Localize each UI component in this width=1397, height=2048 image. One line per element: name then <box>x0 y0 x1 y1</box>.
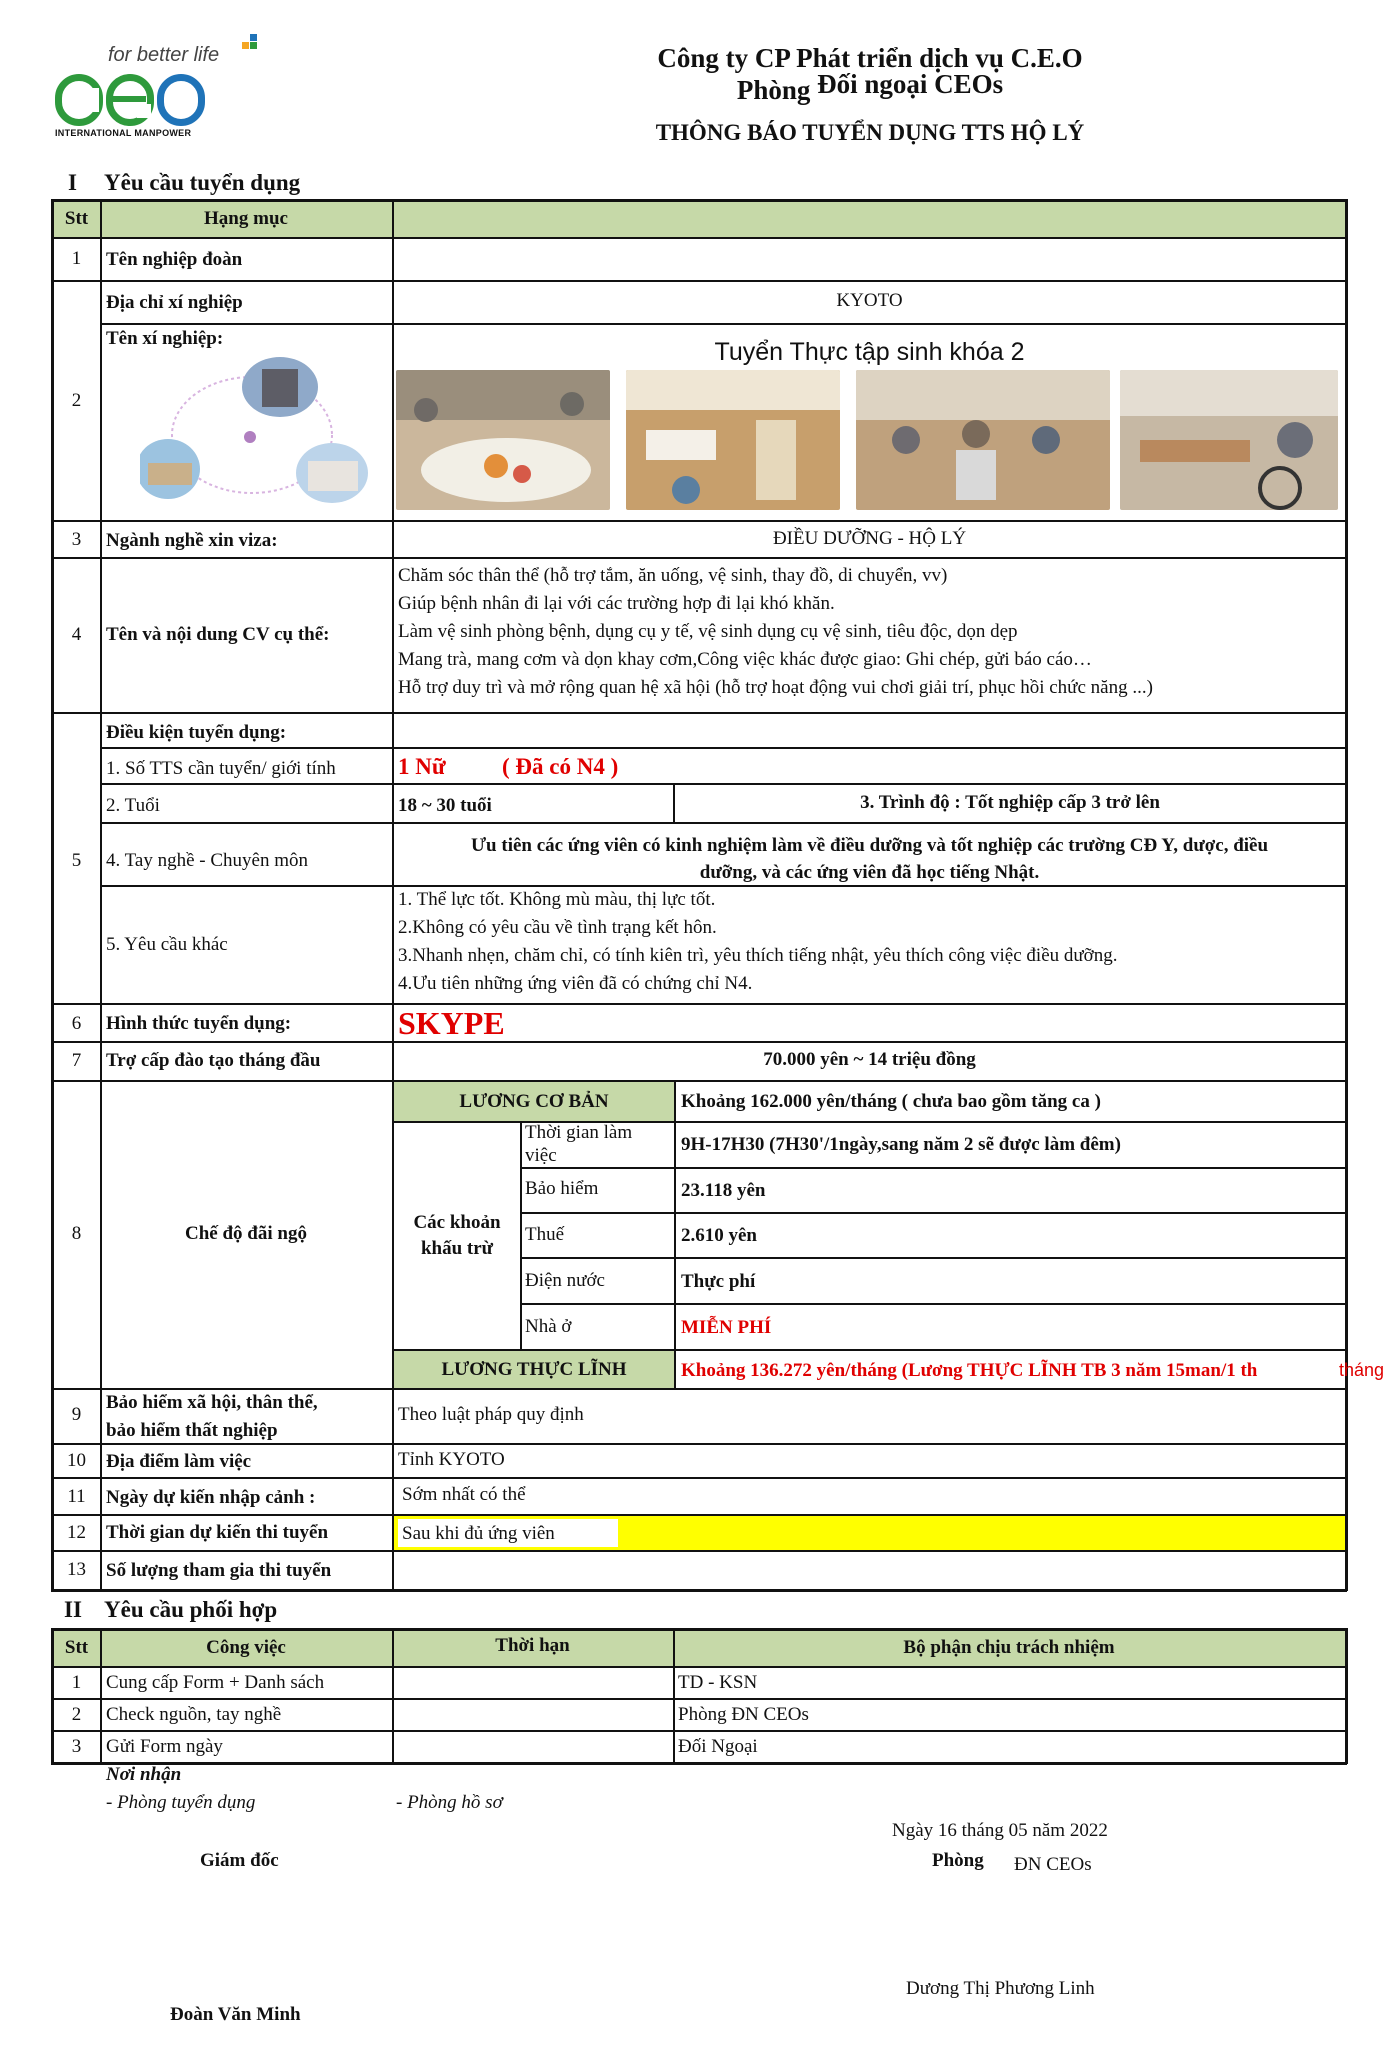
director-name: Đoàn Văn Minh <box>170 2004 301 2025</box>
row-6-stt: 6 <box>71 1013 82 1034</box>
table-2-head-deadline: Thời hạn <box>495 1635 570 1656</box>
row-2-stt: 2 <box>71 390 82 411</box>
row-6-label: Hình thức tuyển dụng: <box>106 1013 292 1034</box>
row-9-value: Theo luật pháp quy định <box>398 1404 584 1425</box>
table-1-head-item: Hạng mục <box>204 208 288 229</box>
base-salary-value: Khoảng 162.000 yên/tháng ( chưa bao gồm tăng ca ) <box>681 1091 1101 1112</box>
condition-1-value-b: ( Đã có N4 ) <box>502 754 619 779</box>
condition-1-label: 1. Số TTS cần tuyển/ giới tính <box>106 758 336 779</box>
table-row-dept: Phòng ĐN CEOs <box>678 1704 809 1725</box>
dept-title-a: Phòng <box>932 1850 984 1871</box>
table-row-work: Check nguồn, tay nghề <box>106 1704 282 1725</box>
table-row-stt: 3 <box>71 1736 82 1757</box>
table-2-head-work: Công việc <box>206 1637 286 1658</box>
row-6-value: SKYPE <box>398 1005 505 1041</box>
base-salary-label: LƯƠNG CƠ BẢN <box>459 1091 609 1112</box>
photo-wheelchair-activity <box>1120 370 1338 510</box>
company-line-1: Công ty CP Phát triển dịch vụ C.E.O <box>657 43 1083 73</box>
row-3-label: Ngành nghề xin viza: <box>106 530 278 551</box>
table-1-head-stt: Stt <box>64 208 89 229</box>
row-13-stt: 13 <box>67 1559 86 1580</box>
sign-date: Ngày 16 tháng 05 năm 2022 <box>892 1820 1108 1841</box>
table-2-head-stt: Stt <box>64 1637 89 1658</box>
requirement-line: 1. Thể lực tốt. Không mù màu, thị lực tốt. <box>398 889 716 910</box>
row-12-stt: 12 <box>67 1522 86 1543</box>
row-10-stt: 10 <box>67 1450 86 1471</box>
row-9-label-2: bảo hiểm thất nghiệp <box>106 1420 278 1441</box>
table-row-dept: Đối Ngoại <box>678 1736 758 1757</box>
tax-value: 2.610 yên <box>681 1225 757 1246</box>
company-name <box>560 42 1180 106</box>
task-line: Giúp bệnh nhân đi lại với các trường hợp đi lại khó khăn. <box>398 593 835 614</box>
row-7-label: Trợ cấp đào tạo tháng đầu <box>106 1050 321 1071</box>
condition-4-line-1: Ưu tiên các ứng viên có kinh nghiệm làm về điều dưỡng và tốt nghiệp các trường CĐ Y, dược, điều <box>470 835 1269 856</box>
row-7-stt: 7 <box>71 1050 82 1071</box>
row-7-value: 70.000 yên ~ 14 triệu đồng <box>763 1049 976 1070</box>
condition-5-list <box>398 886 1117 998</box>
row-11-value: Sớm nhất có thể <box>402 1484 526 1505</box>
row-5-title: Điều kiện tuyển dụng: <box>106 722 287 743</box>
photo-meal-room <box>626 370 840 510</box>
deductions-label-1: Các khoản <box>413 1212 501 1233</box>
row-2-address-value: KYOTO <box>836 290 903 311</box>
row-8-stt: 8 <box>71 1223 82 1244</box>
row-13-label: Số lượng tham gia thi tuyển <box>106 1560 332 1581</box>
housing-label: Nhà ở <box>525 1316 572 1337</box>
company-line-2: Phòng Đối ngoại CEOs <box>736 69 1004 105</box>
row-4-label: Tên và nội dung CV cụ thể: <box>106 624 330 645</box>
table-row-work: Cung cấp Form + Danh sách <box>106 1672 325 1693</box>
requirement-line: 4.Ưu tiên những ứng viên đã có chứng chỉ N4. <box>398 973 753 994</box>
net-salary-value-tail: tháng <box>1339 1360 1385 1380</box>
section-2-title: Yêu cầu phối hợp <box>104 1597 278 1622</box>
recipient-1: - Phòng tuyển dụng <box>106 1792 256 1813</box>
row-4-task-list <box>398 562 1153 702</box>
utility-label: Điện nước <box>525 1270 605 1291</box>
table-row-work: Gửi Form ngày <box>106 1736 223 1757</box>
recipient-2: - Phòng hồ sơ <box>396 1792 503 1813</box>
row-2-address-label: Địa chỉ xí nghiệp <box>106 292 243 313</box>
section-1-roman: I <box>68 170 77 195</box>
row-4-stt: 4 <box>71 624 82 645</box>
requirement-line: 2.Không có yêu cầu về tình trạng kết hôn. <box>398 917 717 938</box>
row-3-stt: 3 <box>71 529 82 550</box>
net-salary-label: LƯƠNG THỰC LĨNH <box>441 1359 627 1380</box>
table-2-head-dept: Bộ phận chịu trách nhiệm <box>903 1637 1115 1658</box>
recipients-label: Nơi nhận <box>106 1764 182 1785</box>
row-11-label: Ngày dự kiến nhập cảnh : <box>106 1487 316 1508</box>
section-1-title: Yêu cầu tuyển dụng <box>104 170 301 195</box>
task-line: Hỗ trợ duy trì và mở rộng quan hệ xã hội (hỗ trợ hoạt động vui chơi giải trí, phục hồi chức năng ...) <box>398 677 1153 698</box>
condition-4-label: 4. Tay nghề - Chuyên môn <box>106 850 309 871</box>
photo-activity-painting <box>396 370 610 510</box>
row-12-label: Thời gian dự kiến thi tuyển <box>106 1522 329 1543</box>
row-1-label: Tên nghiệp đoàn <box>106 249 243 270</box>
row-9-label-1: Bảo hiểm xã hội, thân thể, <box>106 1392 318 1413</box>
housing-value: MIỄN PHÍ <box>681 1317 772 1338</box>
condition-5-label: 5. Yêu cầu khác <box>106 934 228 955</box>
task-line: Làm vệ sinh phòng bệnh, dụng cụ y tế, vệ sinh dụng cụ vệ sinh, tiêu độc, dọn dẹp <box>398 621 1018 642</box>
condition-3-value: 3. Trình độ : Tốt nghiệp cấp 3 trở lên <box>860 792 1160 813</box>
utility-value: Thực phí <box>681 1271 756 1292</box>
row-12-value: Sau khi đủ ứng viên <box>402 1523 555 1544</box>
row-2-company-label: Tên xí nghiệp: <box>106 328 224 349</box>
table-row-stt: 1 <box>71 1672 82 1693</box>
row-11-stt: 11 <box>67 1486 86 1507</box>
logo-tagline: for better life <box>108 44 220 66</box>
logo-squares-icon <box>242 34 260 52</box>
tax-label: Thuế <box>525 1224 565 1245</box>
row-10-value: Tỉnh KYOTO <box>398 1449 505 1470</box>
deductions-label-2: khấu trừ <box>420 1238 494 1259</box>
work-time-value: 9H-17H30 (7H30'/1ngày,sang năm 2 sẽ được làm đêm) <box>681 1134 1121 1155</box>
row-2-recruit-text: Tuyển Thực tập sinh khóa 2 <box>714 338 1025 366</box>
dept-person-name: Dương Thị Phương Linh <box>906 1978 1095 1999</box>
row-9-stt: 9 <box>71 1404 82 1425</box>
row-10-label: Địa điểm làm việc <box>106 1451 252 1472</box>
task-line: Chăm sóc thân thể (hỗ trợ tắm, ăn uống, vệ sinh, thay đồ, di chuyển, vv) <box>398 565 948 586</box>
dept-title-b: ĐN CEOs <box>1014 1854 1092 1875</box>
row-1-stt: 1 <box>71 248 82 269</box>
insurance-label: Bảo hiểm <box>525 1178 599 1199</box>
section-2-roman: II <box>64 1597 82 1622</box>
net-salary-value: Khoảng 136.272 yên/tháng (Lương THỰC LĨNH TB 3 năm 15man/1 th <box>681 1360 1258 1381</box>
task-line: Mang trà, mang cơm và dọn khay cơm,Công việc khác được giao: Ghi chép, gửi báo cáo… <box>398 649 1092 670</box>
photo-exercise <box>856 370 1110 510</box>
table-row-stt: 2 <box>71 1704 82 1725</box>
logo-subtitle: INTERNATIONAL MANPOWER <box>55 128 192 138</box>
director-title: Giám đốc <box>200 1850 279 1871</box>
condition-4-line-2: dưỡng, và các ứng viên đã học tiếng Nhật. <box>699 862 1040 883</box>
condition-2-label: 2. Tuổi <box>106 795 160 816</box>
row-8-label: Chế độ đãi ngộ <box>185 1223 307 1244</box>
condition-1-value-a: 1 Nữ <box>398 754 446 779</box>
row-3-value: ĐIỀU DƯỠNG - HỘ LÝ <box>772 528 967 549</box>
table-row-dept: TD - KSN <box>678 1672 758 1693</box>
company-logo <box>55 74 205 126</box>
work-time-label: Thời gian làm việc <box>525 1122 633 1165</box>
company-buildings-collage <box>140 355 370 513</box>
requirement-line: 3.Nhanh nhẹn, chăm chỉ, có tính kiên trì, yêu thích tiếng nhật, yêu thích công việc điều dưỡng. <box>398 945 1118 966</box>
condition-2-value: 18 ~ 30 tuổi <box>398 795 492 816</box>
notice-title: THÔNG BÁO TUYỂN DỤNG TTS HỘ LÝ <box>655 120 1085 145</box>
insurance-value: 23.118 yên <box>681 1180 766 1201</box>
row-5-stt: 5 <box>71 850 82 871</box>
